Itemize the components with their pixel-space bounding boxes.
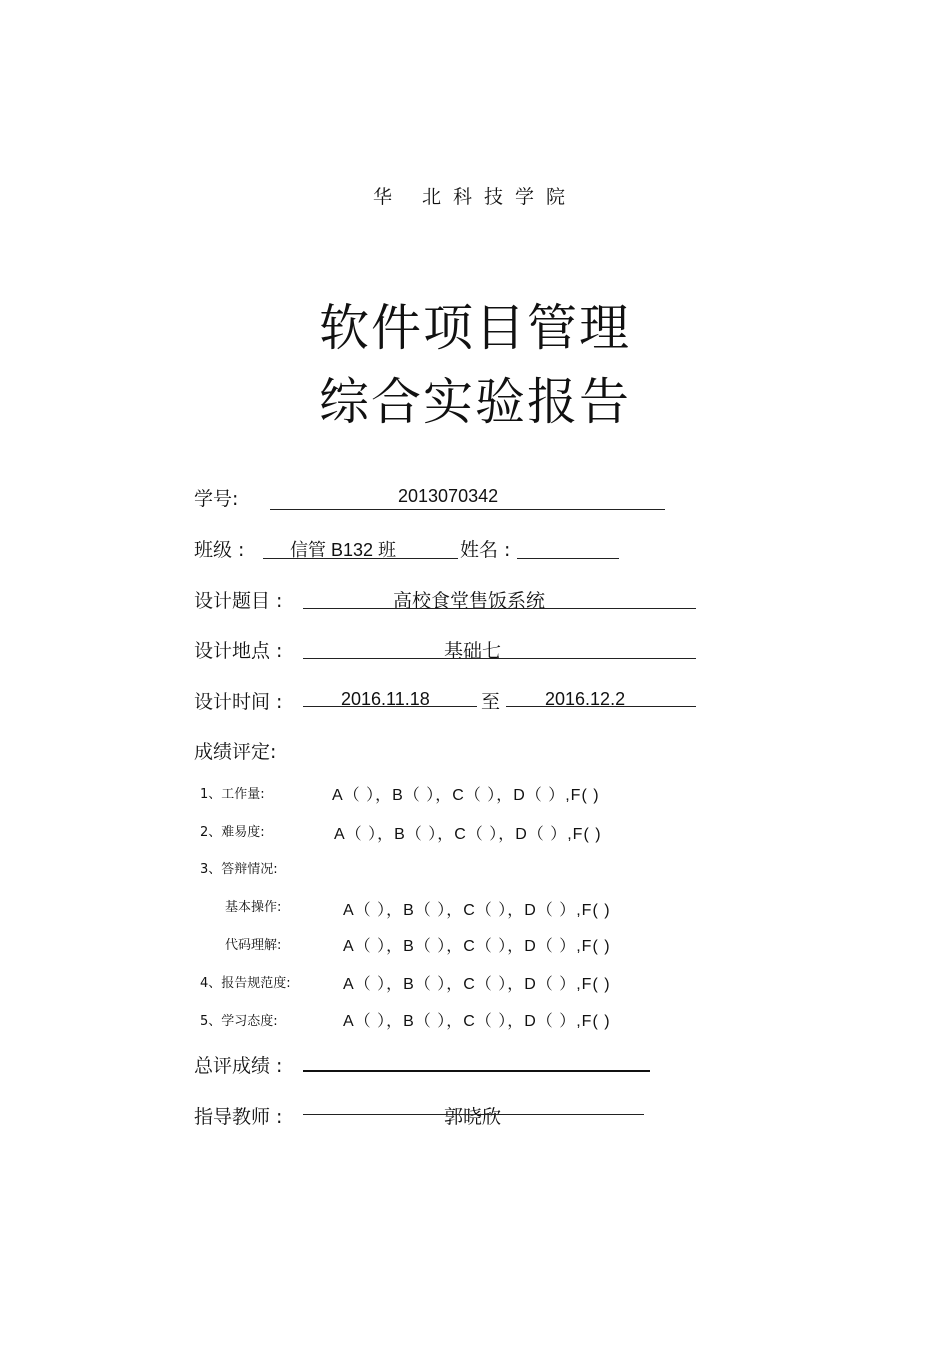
advisor-strike-line xyxy=(303,1114,644,1115)
location-value: 基础七 xyxy=(444,640,502,662)
student-id-value: 2013070342 xyxy=(398,486,499,506)
topic-value: 高校食堂售饭系统 xyxy=(393,590,546,612)
grading-title: 成绩评定: xyxy=(194,741,277,763)
class-label: 班级 : xyxy=(194,539,245,561)
grade-label-code: 代码理解: xyxy=(225,938,282,953)
grade-options-attitude: A（ ），B（ ），C（ ），D（ ）,F( ) xyxy=(343,1013,611,1030)
grade-label-attitude: 5、学习态度: xyxy=(200,1014,278,1029)
student-id-label: 学号: xyxy=(194,488,239,510)
topic-label: 设计题目 : xyxy=(194,590,283,612)
time-label: 设计时间 : xyxy=(194,691,283,713)
student-id-underline xyxy=(270,509,665,510)
class-underline xyxy=(263,558,458,559)
time-start: 2016.11.18 xyxy=(341,689,430,709)
report-title-line2: 综合实验报告 xyxy=(319,373,631,431)
school-name: 华 北科技学院 xyxy=(372,186,578,208)
location-label: 设计地点 : xyxy=(194,640,283,662)
time-separator: 至 xyxy=(481,691,501,713)
time-end-underline xyxy=(506,706,696,707)
grade-label-basic-ops: 基本操作: xyxy=(225,900,282,915)
grade-options-workload: A（ ），B（ ），C（ ），D（ ）,F( ) xyxy=(332,787,600,804)
grade-label-report: 4、报告规范度: xyxy=(200,976,291,991)
grade-options-report: A（ ），B（ ），C（ ），D（ ）,F( ) xyxy=(343,976,611,993)
location-underline xyxy=(303,658,696,659)
topic-underline xyxy=(303,608,696,609)
grade-label-workload: 1、工作量: xyxy=(200,787,265,802)
name-underline xyxy=(517,558,619,559)
name-label: 姓名 : xyxy=(460,539,511,561)
grade-label-defense: 3、答辩情况: xyxy=(200,862,278,877)
overall-label: 总评成绩 : xyxy=(194,1055,283,1077)
time-end: 2016.12.2 xyxy=(545,689,626,709)
overall-underline xyxy=(303,1070,650,1072)
report-title-line1: 软件项目管理 xyxy=(319,299,631,357)
grade-options-code: A（ ），B（ ），C（ ），D（ ）,F( ) xyxy=(343,938,611,955)
grade-options-difficulty: A（ ），B（ ），C（ ），D（ ）,F( ) xyxy=(334,826,602,843)
grade-options-basic-ops: A（ ），B（ ），C（ ），D（ ）,F( ) xyxy=(343,902,611,919)
advisor-label: 指导教师 : xyxy=(194,1106,283,1128)
time-start-underline xyxy=(303,706,477,707)
advisor-value: 郭晓欣 xyxy=(444,1106,502,1128)
grade-label-difficulty: 2、难易度: xyxy=(200,825,265,840)
class-value: 信管 B132 班 xyxy=(290,540,397,560)
